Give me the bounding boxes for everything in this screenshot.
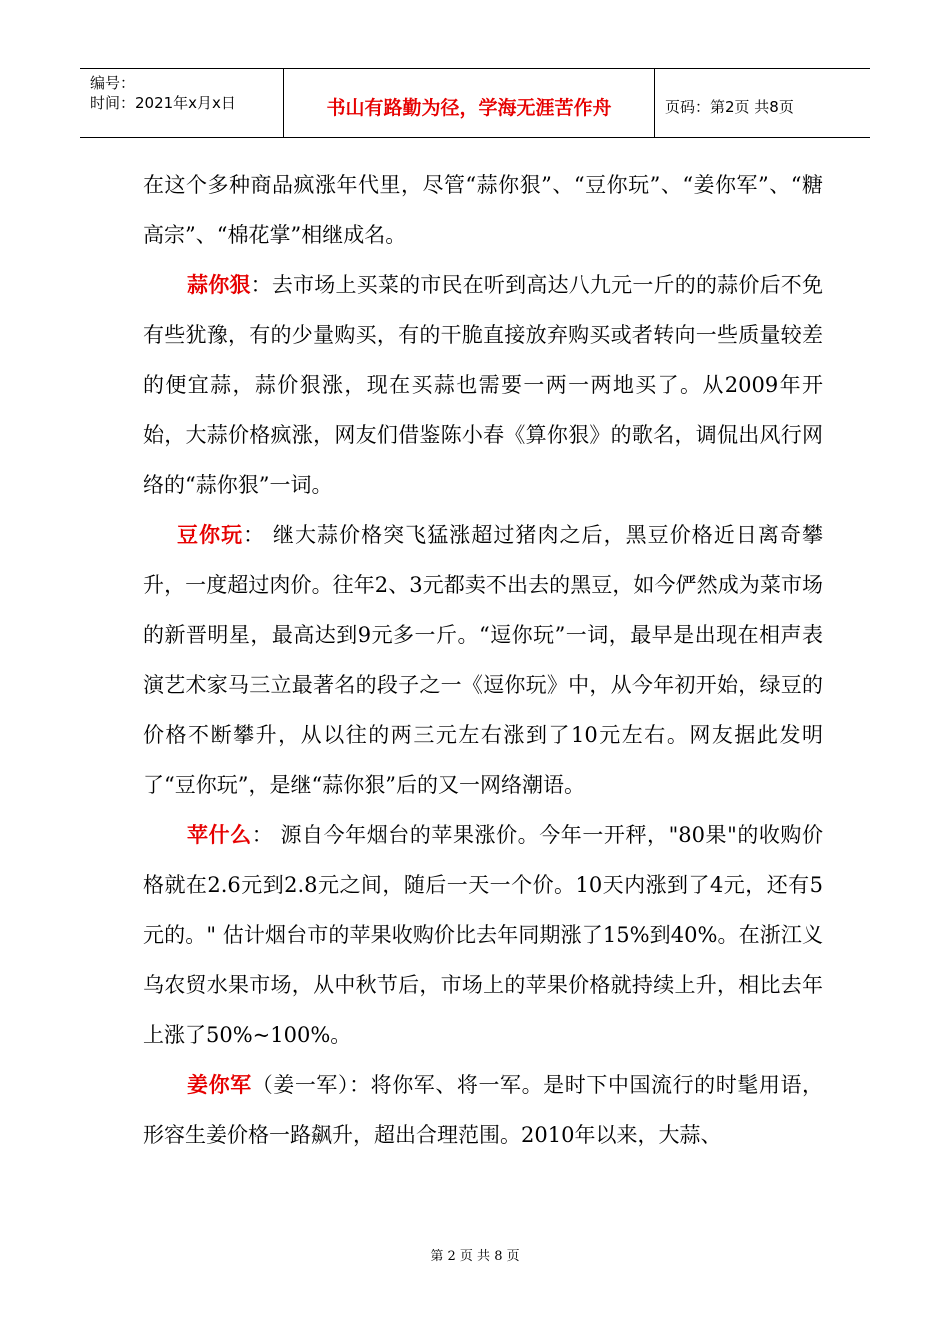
paragraph-text: ：去市场上买菜的市民在听到高达八九元一斤的的蒜价后不免有些犹豫，有的少量购买，有的干脆直接放弃购买或者转向一些质量较差的便宜蒜，蒜价狠涨，现在买蒜也需要一两一两地买了。从2009年开始，大蒜价格疯涨，网友们借鉴陈小春《算你狠》的歌名，调侃出风行网络的“蒜你狠”一词。 [143, 273, 824, 497]
header-meta [80, 69, 283, 137]
paragraph-text: （姜一军）：将你军、将一军。是时下中国流行的时髦用语，形容生姜价格一路飙升，超出合理范围。2010年以来，大蒜、 [143, 1073, 824, 1147]
paragraph-garlic [143, 260, 823, 510]
code-label: 编号： [90, 74, 136, 92]
paragraph-text: ： 继大蒜价格突飞猛涨超过猪肉之后，黑豆价格近日离奇攀升，一度超过肉价。往年2、3元都卖不出去的黑豆，如今俨然成为菜市场的新晋明星，最高达到9元多一斤。“逗你玩”一词，最早是出现在相声表演艺术家马三立最著名的段子之一《逗你玩》中，从今年初开始，绿豆的价格不断攀升，从以往的两三元左右涨到了10元左右。网友据此发明了“豆你玩”，是继“蒜你狠”后的又一网络潮语。 [143, 523, 823, 797]
paragraph-text: ： 源自今年烟台的苹果涨价。今年一开秤，"80果"的收购价格就在2.6元到2.8元之间，随后一天一个价。10天内涨到了4元，还有5元的。" 估计烟台市的苹果收购价比去年同期涨了15%到40%。在浙江义乌农贸水果市场，从中秋节后，市场上的苹果价格就持续上升，相比去年上涨了50%~100%。 [143, 823, 823, 1047]
page-footer: 第 2 页 共 8 页 [430, 1249, 520, 1264]
term-heading: 豆你玩 [177, 522, 244, 547]
term-heading: 姜你军 [187, 1072, 252, 1097]
paragraph-bean [143, 510, 823, 810]
header-page-info: 页码：第2页 共8页 [665, 97, 794, 116]
paragraph-apple [143, 810, 823, 1060]
term-heading: 蒜你狠 [187, 272, 251, 297]
paragraph-ginger [143, 1060, 823, 1160]
document-header [80, 68, 870, 138]
paragraph-text: 在这个多种商品疯涨年代里，尽管“蒜你狠”、“豆你玩”、“姜你军”、“糖高宗”、“棉花掌”相继成名。 [143, 173, 823, 247]
time-label: 时间：2021年x月x日 [90, 94, 236, 112]
header-motto: 书山有路勤为径，学海无涯苦作舟 [283, 69, 655, 137]
term-heading: 苹什么 [187, 822, 252, 847]
paragraph-intro [143, 160, 823, 260]
document-body [143, 160, 823, 1160]
